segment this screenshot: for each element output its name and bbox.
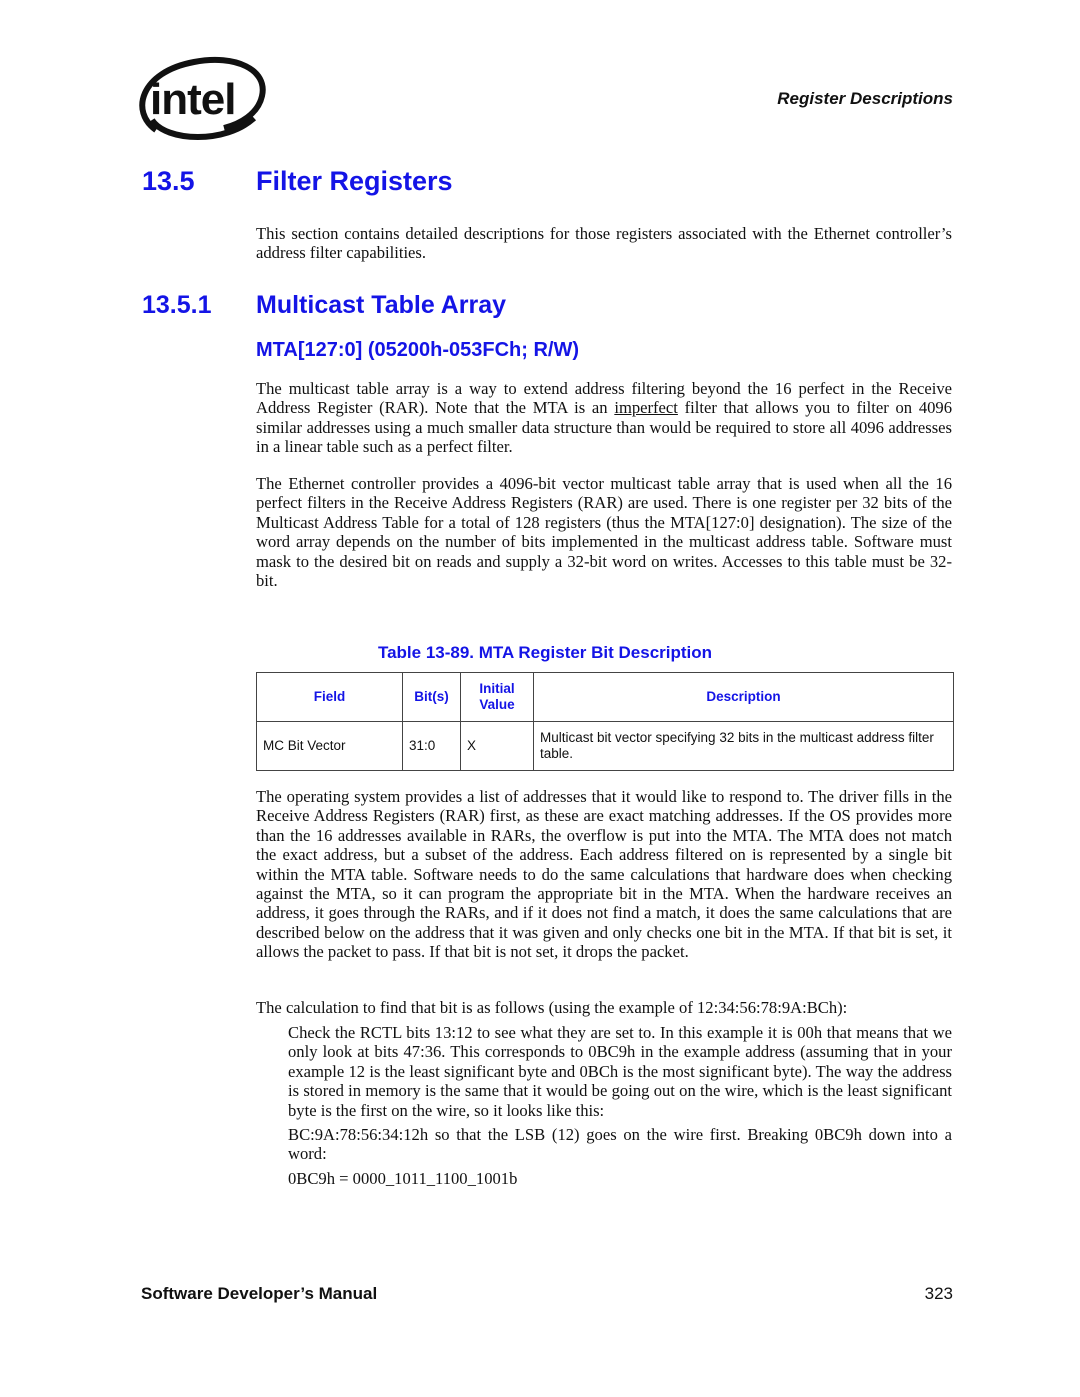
underlined-term: imperfect — [614, 398, 678, 418]
paragraph-1 — [256, 379, 952, 457]
paragraph-5: Check the RCTL bits 13:12 to see what they are set to. In this example it is 00h that means that we only look at bits 47:36. This corresponds to 0BC9h in the example address (assuming that in your example 12 is the least significant byte and 0BCh is the most significant byte). The way the address is stored in memory is the same that it would be going out on the wire, which is the least significant byte is the first on the wire, so it looks like this: — [288, 1023, 952, 1120]
section-title: Filter Registers — [256, 166, 453, 196]
cell-description: Multicast bit vector specifying 32 bits in the multicast address filter table. — [534, 722, 954, 771]
paragraph-6: BC:9A:78:56:34:12h so that the LSB (12) goes on the wire first. Breaking 0BC9h down into a word: — [288, 1125, 952, 1164]
svg-text:intel: intel — [150, 75, 236, 124]
cell-bits: 31:0 — [403, 722, 461, 771]
paragraph-3: The operating system provides a list of addresses that it would like to respond to. The driver fills in the Receive Address Registers (RAR) first, as these are exact matching addresses. If the OS provides more than the 16 addresses available in RARs, the overflow is put into the MTA. The MTA does not match the exact address, but a subset of the address. Each address filtered on is represented by a single bit within the MTA table. Software needs to do the same calculations that hardware does when checking against the MTA, so it can program the appropriate bit in the MTA. When the hardware receives an address, it goes through the RARs, and if it does not find a match, it does the same calculations that are described below on the address that it was given and only checks one bit in the MTA. If that bit is set, it allows the packet to pass. If that bit is not set, it drops the packet. — [256, 787, 952, 962]
table-header-row — [257, 673, 954, 722]
paragraph-2: The Ethernet controller provides a 4096-bit vector multicast table array that is used when all the 16 perfect filters in the Receive Address Registers (RAR) are used. There is one register per 32 bits of the Multicast Address Table for a total of 128 registers (thus the MTA[127:0] designation). The size of the word array depends on the number of bits implemented in the multicast address table. Software must mask to the desired bit on reads and supply a 32-bit word on writes. Accesses to this table must be 32-bit. — [256, 474, 952, 591]
page-number: 323 — [924, 1284, 953, 1303]
paragraph-7: 0BC9h = 0000_1011_1100_1001b — [288, 1169, 518, 1188]
header-initial-value: Initial Value — [461, 673, 534, 722]
paragraph-text: The multicast table array is a way to extend address filtering beyond the 16 perfect in the Receive Address Register (RAR). Note that the MTA is an — [256, 379, 952, 418]
paragraph-text: filter that allows you to filter on 4096 similar addresses using a much smaller data structure than would be required to store all 4096 addresses in a linear table such as a perfect filter. — [256, 398, 953, 457]
header-field: Field — [257, 673, 403, 722]
register-heading: MTA[127:0] (05200h-053FCh; R/W) — [256, 339, 580, 361]
cell-initial-value: X — [461, 722, 534, 771]
header-description: Description — [534, 673, 954, 722]
subsection-title: Multicast Table Array — [256, 291, 507, 319]
section-intro: This section contains detailed descriptions for those registers associated with the Ethernet controller’s address filter capabilities. — [256, 224, 952, 263]
mta-register-table — [256, 672, 954, 771]
running-header: Register Descriptions — [777, 89, 953, 108]
footer-manual-title: Software Developer’s Manual — [141, 1284, 378, 1303]
intel-logo — [136, 56, 266, 149]
table-row — [257, 722, 954, 771]
cell-field: MC Bit Vector — [257, 722, 403, 771]
paragraph-4: The calculation to find that bit is as follows (using the example of 12:34:56:78:9A:BCh): — [256, 998, 848, 1017]
section-number: 13.5 — [142, 166, 195, 196]
table-caption: Table 13-89. MTA Register Bit Description — [377, 643, 713, 662]
header-bits: Bit(s) — [403, 673, 461, 722]
subsection-number: 13.5.1 — [142, 291, 212, 319]
